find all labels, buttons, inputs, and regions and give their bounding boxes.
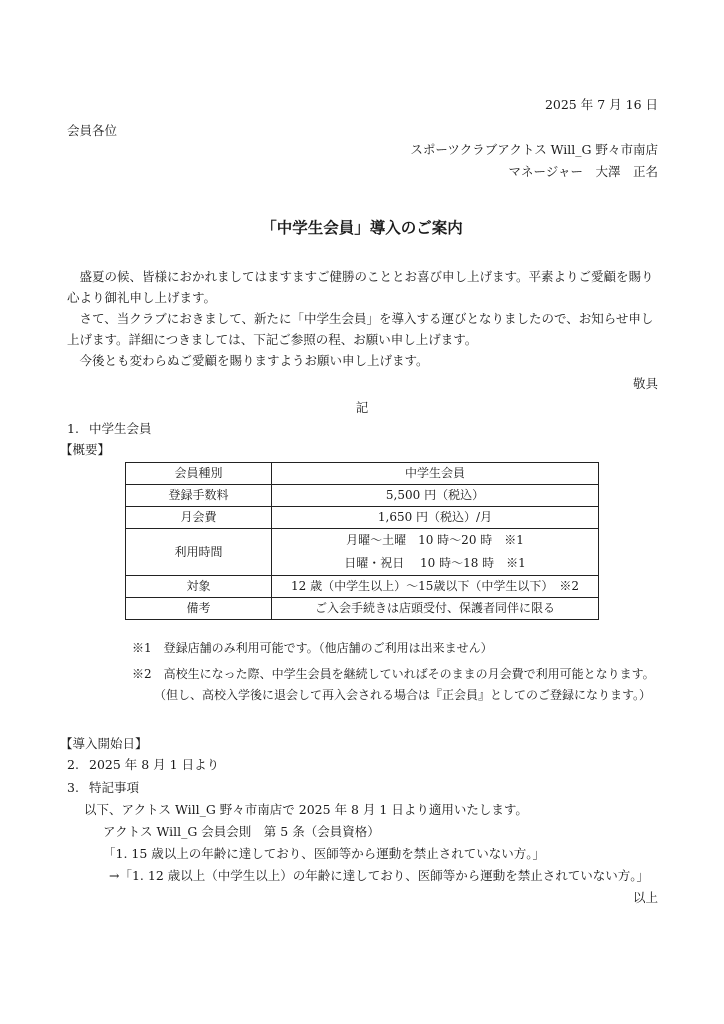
table-cell-label: 登録手数料 [126,485,272,507]
table-cell-value [272,529,599,576]
item-number: 2. [67,757,79,772]
special-notes-heading: 特記事項 [89,780,140,795]
document-date: 2025 年 7 月 16 日 [544,97,658,112]
table-cell-value: 中学生会員 [272,463,599,485]
document-title: 「中学生会員」導入のご案内 [261,219,463,237]
item-2 [67,757,219,773]
hours-weekday: 月曜～土曜 10 時～20 時 ※1 [346,533,524,547]
sender-person: マネージャー 大澤 正名 [508,164,658,179]
special-line: アクトス Will_G 会員会則 第 5 条（会員資格） [103,824,380,839]
recipient: 会員各位 [67,123,118,138]
table-cell-label: 利用時間 [126,529,272,576]
special-line: →「1. 12 歳以上（中学生以上）の年齢に達しており、医師等から運動を禁止されていない方。」 [109,868,650,883]
hours-holiday: 日曜・祝日 10 時～18 時 ※1 [344,556,526,570]
table-row [126,576,599,598]
body-paragraph: さて、当クラブにおきまして、新たに「中学生会員」を導入する運びとなりましたので、お知らせ申し上げます。詳細につきましては、下記ご参照の程、お願い申し上げます。 [67,311,654,347]
table-row [126,507,599,529]
body-paragraph: 盛夏の候、皆様におかれましてはますますご健勝のこととお喜び申し上げます。平素よりご愛顧を賜り心より御礼申し上げます。 [67,269,654,305]
item-number: 3. [67,780,79,795]
table-cell-label: 会員種別 [126,463,272,485]
start-date-text: 2025 年 8 月 1 日より [89,757,220,772]
item-3 [67,780,139,796]
end-ijo: 以上 [632,890,658,905]
special-line: 「1. 15 歳以上の年齢に達しており、医師等から運動を禁止されていない方。」 [103,846,546,861]
closing-keigu: 敬具 [632,376,658,391]
note-2-continued: （但し、高校入学後に退会して再入会される場合は『正会員』としてのご登録になります。） [154,688,652,702]
section-1-heading [67,421,152,437]
table-row [126,598,599,620]
table-row [126,463,599,485]
table-cell-value: 5,500 円（税込） [272,485,599,507]
table-row [126,529,599,576]
body-text [67,266,661,371]
section-label: 中学生会員 [89,421,152,436]
section-number: 1. [67,421,79,436]
table-cell-label: 月会費 [126,507,272,529]
note-2: ※2 高校生になった際、中学生会員を継続していればそのままの月会費で利用可能となります。 [132,667,655,681]
overview-table [125,462,599,620]
ki-marker: 記 [355,400,369,415]
note-1: ※1 登録店舗のみ利用可能です。（他店舗のご利用は出来ません） [132,641,493,655]
table-cell-value: ご入会手続きは店頭受付、保護者同伴に限る [272,598,599,620]
table-cell-label: 備考 [126,598,272,620]
table-cell-value: 12 歳（中学生以上）～15歳以下（中学生以下） ※2 [272,576,599,598]
start-date-heading: 【導入開始日】 [60,736,148,751]
overview-heading: 【概要】 [60,442,111,457]
table-row [126,485,599,507]
sender-store: スポーツクラブアクトス Will_G 野々市南店 [410,142,658,157]
table-cell-value: 1,650 円（税込）/月 [272,507,599,529]
table-cell-label: 対象 [126,576,272,598]
body-paragraph: 今後とも変わらぬご愛顧を賜りますようお願い申し上げます。 [79,353,429,368]
special-line: 以下、アクトス Will_G 野々市南店で 2025 年 8 月 1 日より適用いたします。 [84,802,528,817]
